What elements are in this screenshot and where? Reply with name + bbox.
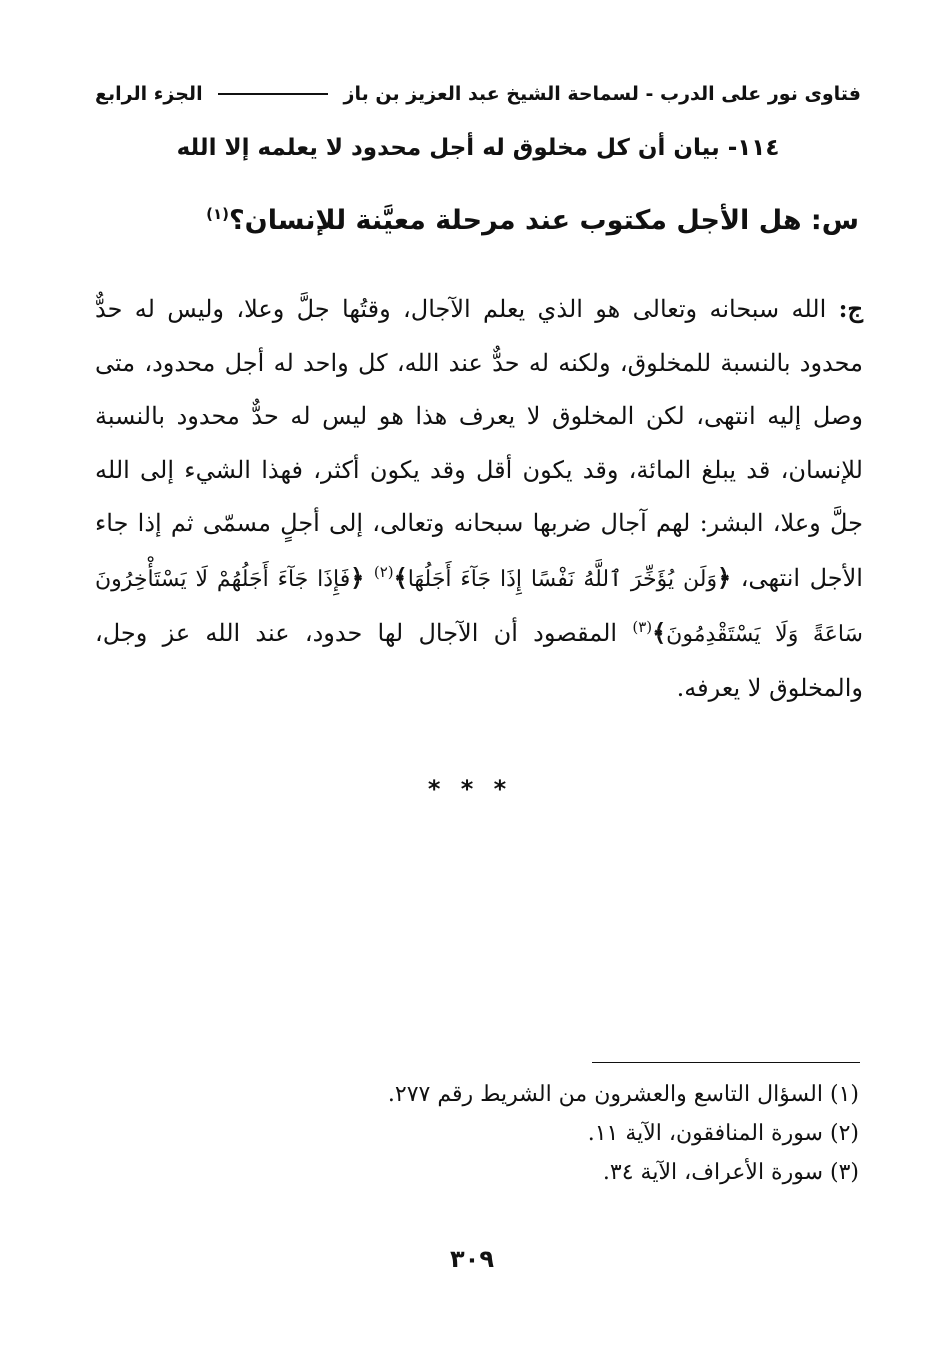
quran-brace-open: ﴿ xyxy=(717,562,732,592)
question xyxy=(159,205,859,236)
section-title: ١١٤- بيان أن كل مخلوق له أجل محدود لا يعلمه إلا الله xyxy=(176,135,780,161)
running-header xyxy=(95,74,861,114)
footnote-2: (٢) سورة المنافقون، الآية ١١. xyxy=(587,1121,859,1146)
footnote-ref-3: (٣) xyxy=(632,618,653,636)
quran-verse-1: وَلَن يُؤَخِّرَ ٱللَّهُ نَفْسًا إِذَا جَآءَ أَجَلُهَا xyxy=(407,566,718,592)
footnote-rule xyxy=(592,1062,860,1063)
footnote-1: (١) السؤال التاسع والعشرون من الشريط رقم ٢٧٧. xyxy=(387,1082,859,1107)
footnote-ref-2: (٢) xyxy=(373,562,394,581)
quran-brace-close-2: ﴾ xyxy=(652,618,667,647)
part-label: الجزء الرابع xyxy=(95,83,203,105)
section-separator: * * * xyxy=(427,775,513,803)
quran-brace-close: ﴾ xyxy=(393,562,408,592)
quran-brace-open-2: ﴿ xyxy=(350,562,365,592)
answer-text-part2: المقصود أن الآجال لها حدود، عند الله عز وجل، والمخلوق لا يعرفه. xyxy=(95,619,863,702)
footnote-ref-1: (١) xyxy=(206,205,229,223)
page-number: ٣٠٩ xyxy=(450,1245,494,1273)
footnote-3: (٣) سورة الأعراف، الآية ٣٤. xyxy=(602,1160,859,1185)
answer-lead: ج: xyxy=(838,294,863,323)
book-title: فتاوى نور على الدرب - لسماحة الشيخ عبد العزيز بن باز xyxy=(343,83,861,105)
footnotes xyxy=(159,1075,859,1192)
quran-verse-2: فَإِذَا جَآءَ أَجَلُهُمْ لَا يَسْتَأْخِرُونَ سَاعَةً وَلَا يَسْتَقْدِمُونَ xyxy=(95,566,863,647)
answer-text-part1: الله سبحانه وتعالى هو الذي يعلم الآجال، وقتُها جلَّ وعلا، وليس له حدٌّ محدود بالنسبة للمخلوق، ولكنه له حدٌّ عند الله، كل واحد له أجل محدود، متى وصل إليه انتهى، لكن المخلوق لا يعرف هذا هو ليس له حدٌّ محدود بالنسبة للإنسان، قد يبلغ المائة، وقد يكون أقل وقد يكون أكثر، فهذا الشيء إلى الله جلَّ وعلا، البشر: لهم آجال ضربها سبحانه وتعالى، إلى أجلٍ مسمّى ثم إذا جاء الأجل انتهى، xyxy=(95,295,863,592)
header-rule xyxy=(218,93,328,95)
question-text: س: هل الأجل مكتوب عند مرحلة معيَّنة للإنسان؟ xyxy=(229,205,859,236)
answer-paragraph xyxy=(95,282,863,715)
